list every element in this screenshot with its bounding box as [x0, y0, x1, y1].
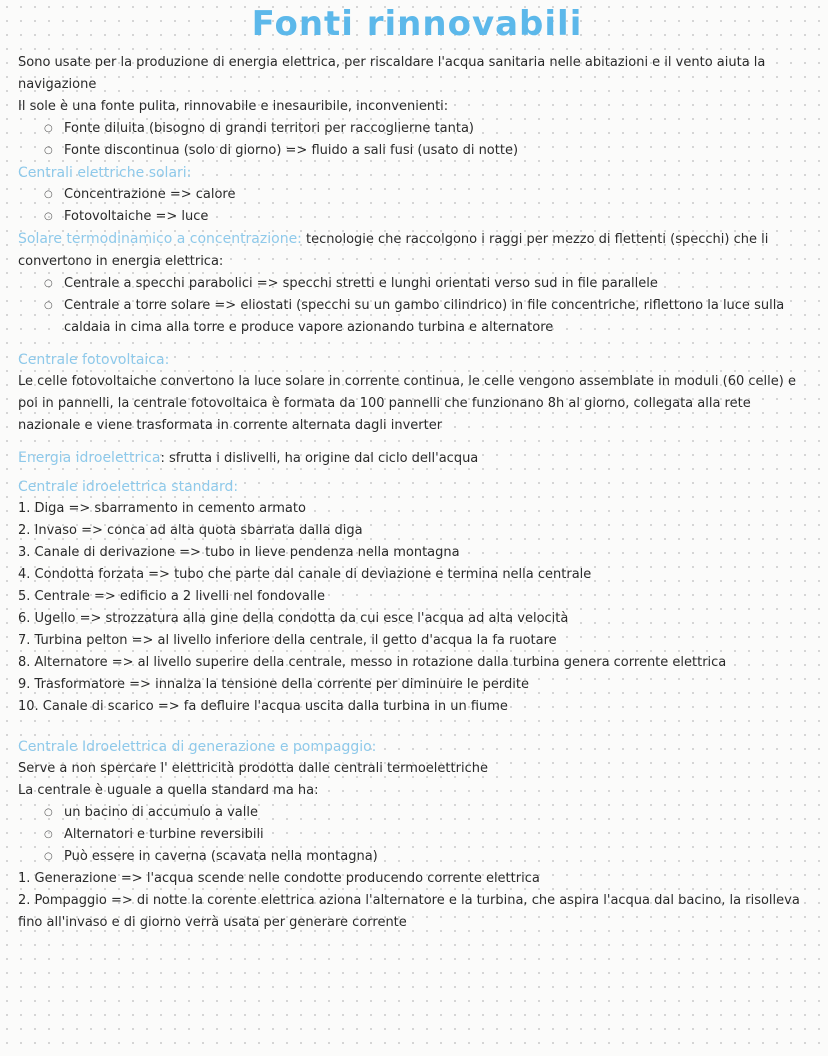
list-item: 4. Condotta forzata => tubo che parte dal canale di deviazione e termina nella centrale [18, 567, 592, 582]
list-item: 8. Alternatore => al livello superire della centrale, messo in rotazione dalla turbina genera corrente elettrica [18, 655, 727, 670]
hydro-heading: Energia idroelettrica [18, 450, 161, 466]
sun-paragraph: Il sole è una fonte pulita, rinnovabile e inesauribile, inconvenienti: [18, 99, 449, 114]
pumping-paragraph-1: Serve a non spercare l' elettricità prodotta dalle centrali termoelettriche [18, 761, 488, 776]
pumping-features-list [18, 802, 816, 868]
list-item: 1. Generazione => l'acqua scende nelle condotte producendo corrente elettrica [18, 871, 540, 886]
list-item: ○ Concentrazione => calore [44, 184, 816, 206]
list-item: ○ Centrale a specchi parabolici => specchi stretti e lunghi orientati verso sud in file parallele [44, 273, 816, 295]
intro-paragraph: Sono usate per la produzione di energia elettrica, per riscaldare l'acqua sanitaria nelle abitazioni e il vento aiuta la navigazione [18, 55, 766, 92]
thermodynamic-paragraph [18, 228, 816, 273]
list-item: ○ Fonte diluita (bisogno di grandi territori per raccoglierne tanta) [44, 118, 816, 140]
solar-plants-list [18, 184, 816, 228]
standard-plant-list [18, 498, 816, 718]
list-item: 7. Turbina pelton => al livello inferiore della centrale, il getto d'acqua la fa ruotare [18, 633, 557, 648]
list-item: 6. Ugello => strozzatura alla gine della condotta da cui esce l'acqua ad alta velocità [18, 611, 569, 626]
list-item: 2. Pompaggio => di notte la corente elettrica aziona l'alternatore e la turbina, che aspira l'acqua dal bacino, la risolleva fino all'invaso e di giorno verrà usata per generare corrente [18, 893, 800, 930]
list-item: ○ un bacino di accumulo a valle [44, 802, 816, 824]
thermodynamic-list [18, 273, 816, 339]
page-title: Fonti rinnovabili [251, 4, 583, 44]
thermodynamic-text: tecnologie che raccolgono i raggi per mezzo di flettenti (specchi) che li convertono in energia elettrica: [18, 232, 769, 269]
notes-page [18, 0, 816, 934]
list-item: 1. Diga => sbarramento in cemento armato [18, 501, 306, 516]
pumping-plant-heading: Centrale Idroelettrica di generazione e pompaggio: [18, 739, 377, 755]
list-item: ○ Alternatori e turbine reversibili [44, 824, 816, 846]
photovoltaic-heading: Centrale fotovoltaica: [18, 352, 170, 368]
standard-plant-heading: Centrale idroelettrica standard: [18, 479, 239, 495]
hydro-text: : sfrutta i dislivelli, ha origine dal ciclo dell'acqua [160, 451, 479, 466]
list-item: ○ Fotovoltaiche => luce [44, 206, 816, 228]
list-item: ○ Fonte discontinua (solo di giorno) => fluido a sali fusi (usato di notte) [44, 140, 816, 162]
list-item: 9. Trasformatore => innalza la tensione della corrente per diminuire le perdite [18, 677, 529, 692]
list-item: 3. Canale di derivazione => tubo in lieve pendenza nella montagna [18, 545, 460, 560]
photovoltaic-text: Le celle fotovoltaiche convertono la luce solare in corrente continua, le celle vengono assemblate in moduli (60 celle) e poi in pannelli, la centrale fotovoltaica è formata da 100 pannelli che funzionano 8h al giorno, collegata alla rete nazionale e viene trasformata in corrente alternata dagli inverter [18, 374, 796, 433]
list-item: 2. Invaso => conca ad alta quota sbarrata dalla diga [18, 523, 363, 538]
pumping-steps-list [18, 868, 816, 934]
list-item: ○ Centrale a torre solare => eliostati (specchi su un gambo cilindrico) in file concentriche, riflettono la luce sulla caldaia in cima alla torre e produce vapore azionando turbina e alternatore [44, 295, 816, 339]
thermodynamic-heading: Solare termodinamico a concentrazione: [18, 231, 302, 247]
list-item: 10. Canale di scarico => fa defluire l'acqua uscita dalla turbina in un fiume [18, 699, 508, 714]
sun-drawbacks-list [18, 118, 816, 162]
list-item: ○ Può essere in caverna (scavata nella montagna) [44, 846, 816, 868]
pumping-paragraph-2: La centrale è uguale a quella standard ma ha: [18, 783, 319, 798]
list-item: 5. Centrale => edificio a 2 livelli nel fondovalle [18, 589, 326, 604]
solar-plants-heading: Centrali elettriche solari: [18, 165, 192, 181]
hydro-paragraph [18, 447, 816, 470]
